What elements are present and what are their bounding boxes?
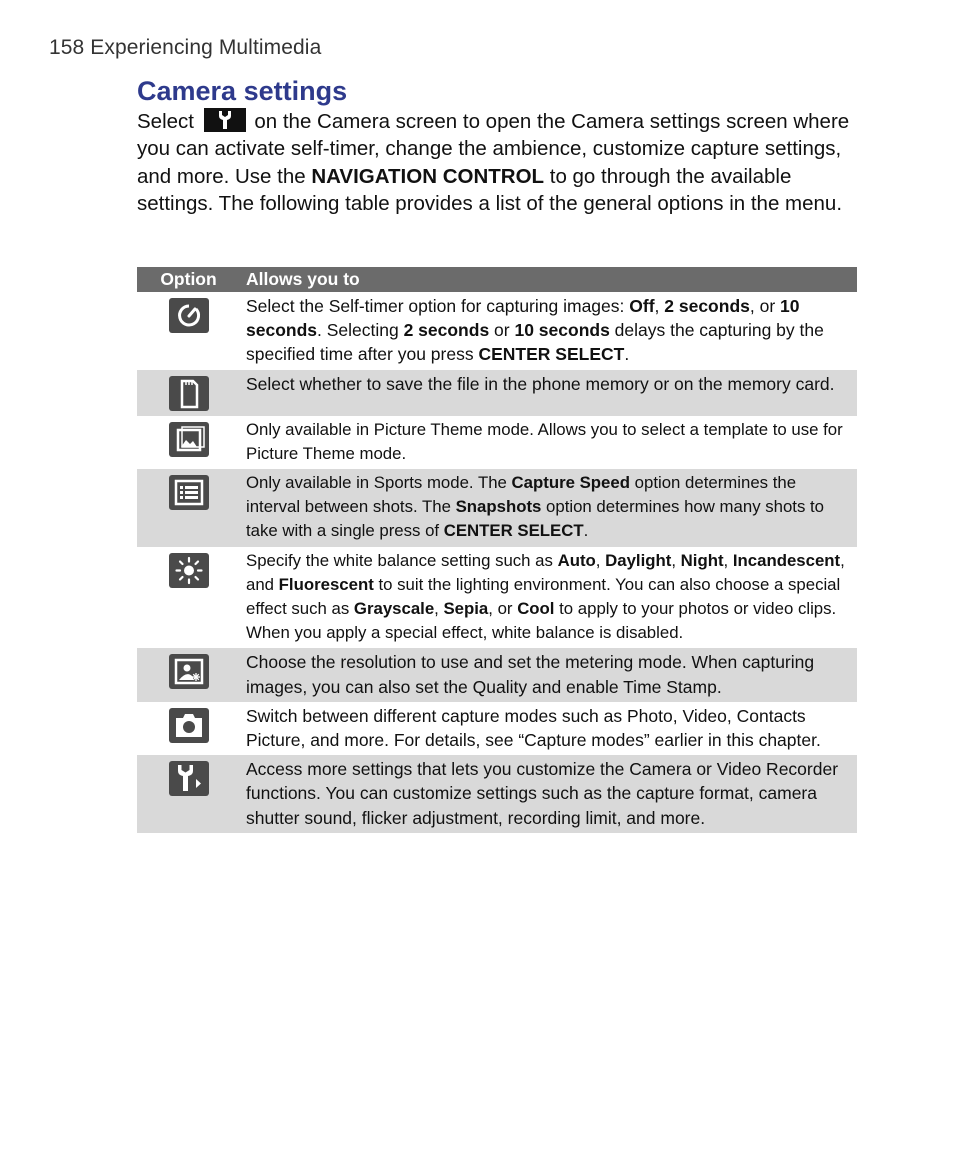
row-description: Select the Self-timer option for capturing images: Off, 2 seconds, or 10 seconds. Selecting 2 seconds or 10 seconds delays the capturing by the specified time after you press CENTER SELECT. [246, 296, 824, 365]
intro-paragraph [137, 108, 855, 217]
settings-wrench-icon [204, 108, 246, 132]
table-row [137, 292, 857, 370]
advanced-settings-wrench-icon [169, 761, 209, 796]
intro-navigation-control: NAVIGATION CONTROL [311, 164, 545, 188]
running-head: 158 Experiencing Multimedia [49, 36, 322, 59]
row-description: Select whether to save the file in the phone memory or on the memory card. [240, 370, 857, 416]
table-row [137, 755, 857, 833]
white-balance-sun-icon [169, 553, 209, 588]
intro-text-1: Select [137, 110, 200, 133]
table-row [137, 416, 857, 469]
intro-text-2: on the Camera screen to open the Camera settings screen where you can activate self-timer, change the ambience, customize capture settings, and more. Use the [137, 110, 850, 188]
self-timer-icon [169, 298, 209, 333]
table-row [137, 370, 857, 416]
row-description: Only available in Sports mode. The Capture Speed option determines the interval between shots. The Snapshots option determines how many shots to take with a single press of CENTER SELECT. [240, 469, 857, 547]
table-row [137, 547, 857, 649]
header-allows: Allows you to [240, 267, 857, 292]
table-row [137, 648, 857, 701]
options-table [137, 267, 857, 833]
row-description: Switch between different capture modes such as Photo, Video, Contacts Picture, and more. For details, see “Capture modes” earlier in this chapter. [246, 705, 821, 751]
header-option: Option [137, 267, 240, 292]
row-description: Only available in Picture Theme mode. Allows you to select a template to use for Picture Theme mode. [246, 419, 843, 463]
row-description: Specify the white balance setting such as Auto, Daylight, Night, Incandescent, and Fluorescent to suit the lighting environment. You can also choose a special effect such as Grayscale, Sepia, or Cool to apply to your photos or video clips. When you apply a special effect, white balance is disabled. [246, 550, 845, 643]
section-title: Camera settings [137, 76, 348, 106]
table-header-row [137, 267, 857, 292]
sports-list-icon [169, 475, 209, 510]
row-description: Access more settings that lets you customize the Camera or Video Recorder functions. You can customize settings such as the capture format, camera shutter sound, flicker adjustment, recording limit, and more. [240, 755, 857, 833]
resolution-picture-icon [169, 654, 209, 689]
capture-mode-camera-icon [169, 708, 209, 743]
intro-text-3: to go through the available settings. The following table provides a list of the general options in the menu. [137, 164, 843, 215]
table-row [137, 469, 857, 547]
table-row [137, 702, 857, 755]
storage-card-icon [169, 376, 209, 411]
row-description: Choose the resolution to use and set the metering mode. When capturing images, you can also set the Quality and enable Time Stamp. [240, 648, 857, 701]
picture-theme-icon [169, 422, 209, 457]
